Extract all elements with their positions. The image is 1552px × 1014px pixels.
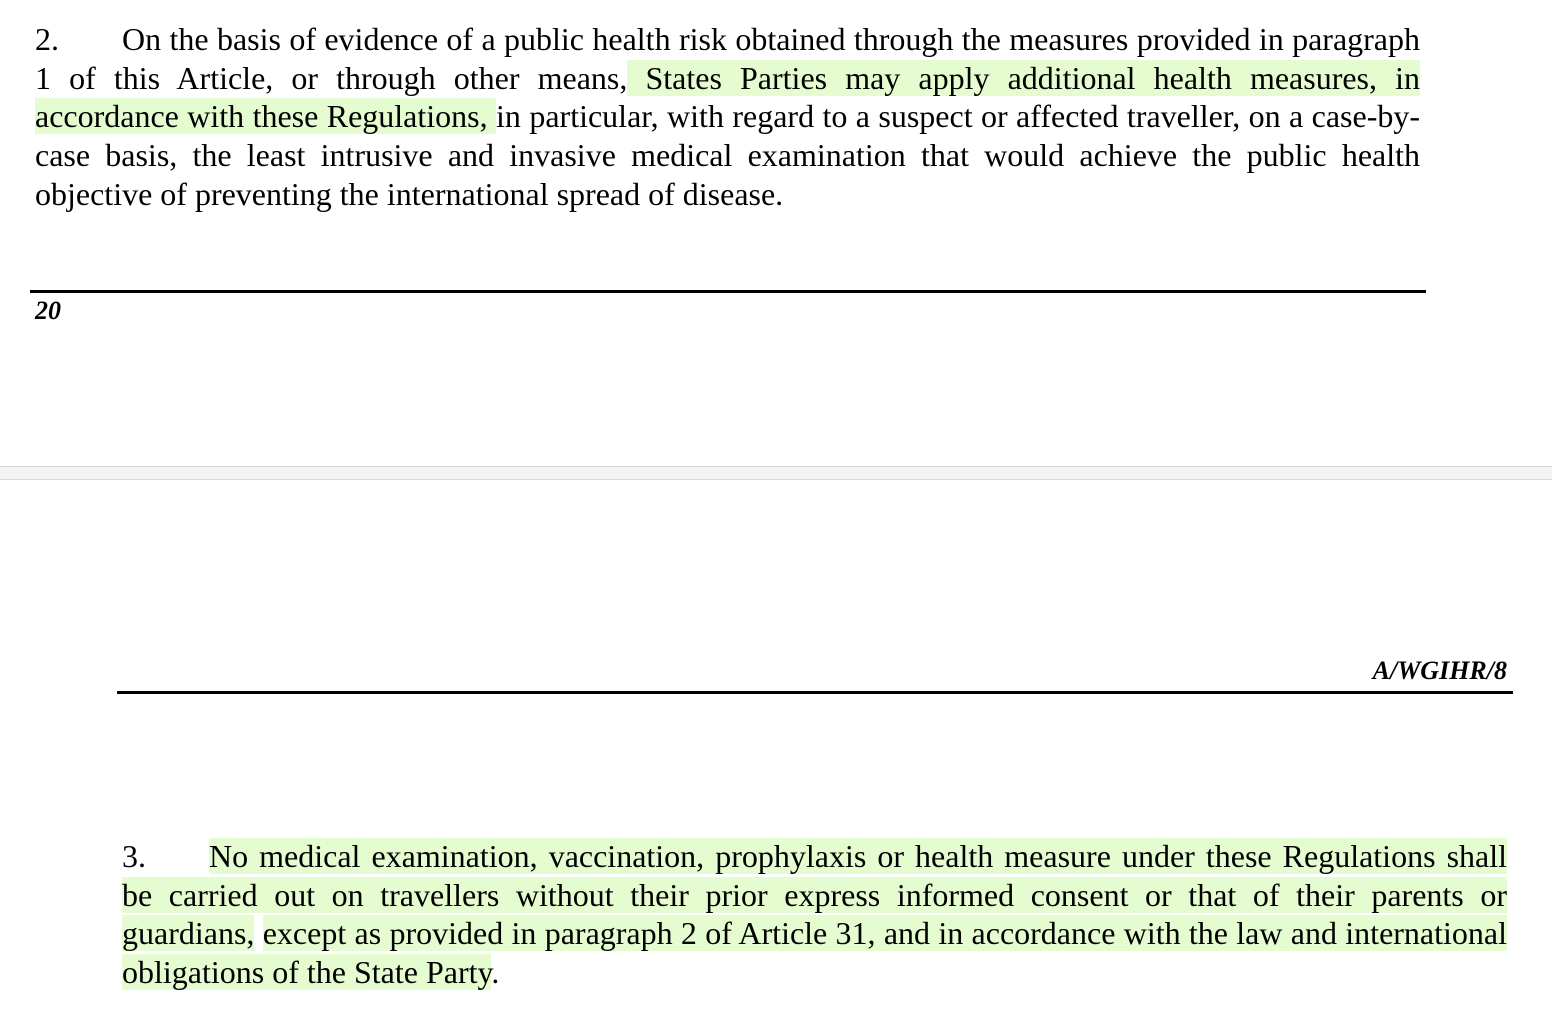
- footer-rule: [30, 290, 1426, 293]
- document-symbol: A/WGIHR/8: [1372, 656, 1507, 685]
- page-number: 20: [35, 296, 61, 325]
- header-rule: [117, 691, 1513, 694]
- paragraph-number: 2.: [35, 21, 59, 57]
- paragraph-number: 3.: [122, 838, 146, 874]
- paragraph-text: in particular, with regard to a suspect or affected traveller, on a case-by-case basis, the least intrusive and invasive medical examination that would achieve the public health objective of preventing the international spread of disease.: [35, 98, 1421, 212]
- highlighted-text: except as provided in paragraph 2 of Article 31, and in accordance with the law and international obligations of the State Party: [122, 915, 1508, 991]
- highlighted-text: States Parties may apply additional health measures, in accordance with these Regulations,: [35, 59, 1421, 135]
- paragraph-3: [122, 837, 1507, 992]
- document-page-top: [0, 0, 1552, 466]
- document-page-bottom: [0, 480, 1552, 1014]
- paragraph-text: On the basis of evidence of a public health risk obtained through the measures provided in paragraph 1 of this Article, or through other means,: [35, 21, 1420, 96]
- highlighted-text: No medical examination, vaccination, prophylaxis or health measure under these Regulations shall be carried out on travellers without their prior express informed consent or that of their parents or guardians,: [122, 838, 1507, 952]
- word-space: [254, 915, 262, 951]
- paragraph-2: [35, 20, 1420, 214]
- page-break: [0, 466, 1552, 480]
- paragraph-text: .: [491, 954, 500, 991]
